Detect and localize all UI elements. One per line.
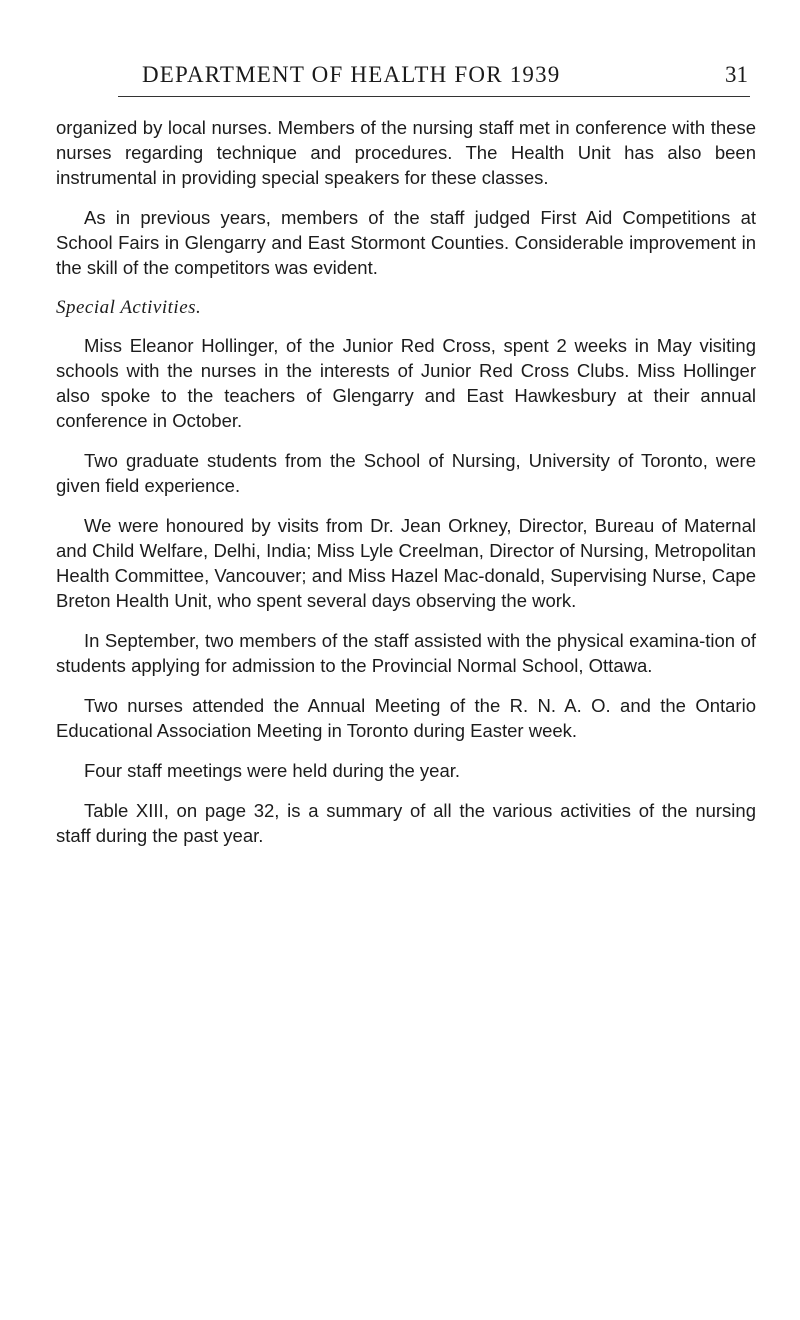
paragraph-continuation: organized by local nurses. Members of the nursing staff met in conference with these nurses regarding technique and procedures. The Health Unit has also been instrumental in providing special speakers for these classes. [56, 117, 756, 188]
paragraph-graduate-students: Two graduate students from the School of Nursing, University of Toronto, were given field experience. [56, 450, 756, 496]
paragraph-table-summary: Table XIII, on page 32, is a summary of all the various activities of the nursing staff during the past year. [56, 800, 756, 846]
paragraph-junior-red-cross: Miss Eleanor Hollinger, of the Junior Red Cross, spent 2 weeks in May visiting schools with the nurses in the interests of Junior Red Cross Clubs. Miss Hollinger also spoke to the teachers of Glengarry and East Hawkesbury at their annual conference in October. [56, 335, 756, 431]
section-heading: Special Activities. [56, 297, 202, 318]
paragraph-physical-examination: In September, two members of the staff assisted with the physical examina-tion of students applying for admission to the Provincial Normal School, Ottawa. [56, 630, 756, 676]
paragraph-visitors: We were honoured by visits from Dr. Jean Orkney, Director, Bureau of Maternal and Child Welfare, Delhi, India; Miss Lyle Creelman, Director of Nursing, Metropolitan Health Committee, Vancouver; and Miss Hazel Mac-donald, Supervising Nurse, Cape Breton Health Unit, who spent several days observing the work. [56, 515, 756, 611]
body-text [56, 115, 756, 863]
paragraph-first-aid: As in previous years, members of the staff judged First Aid Competitions at School Fairs in Glengarry and East Stormont Counties. Considerable improvement in the skill of the competitors was evident. [56, 207, 756, 278]
page-number: 31 [725, 62, 748, 87]
paragraph-annual-meeting: Two nurses attended the Annual Meeting of the R. N. A. O. and the Ontario Educational Association Meeting in Toronto during Easter week. [56, 695, 756, 741]
running-header [118, 62, 750, 97]
paragraph-staff-meetings: Four staff meetings were held during the year. [84, 760, 461, 781]
running-title: DEPARTMENT OF HEALTH FOR 1939 [142, 62, 561, 87]
